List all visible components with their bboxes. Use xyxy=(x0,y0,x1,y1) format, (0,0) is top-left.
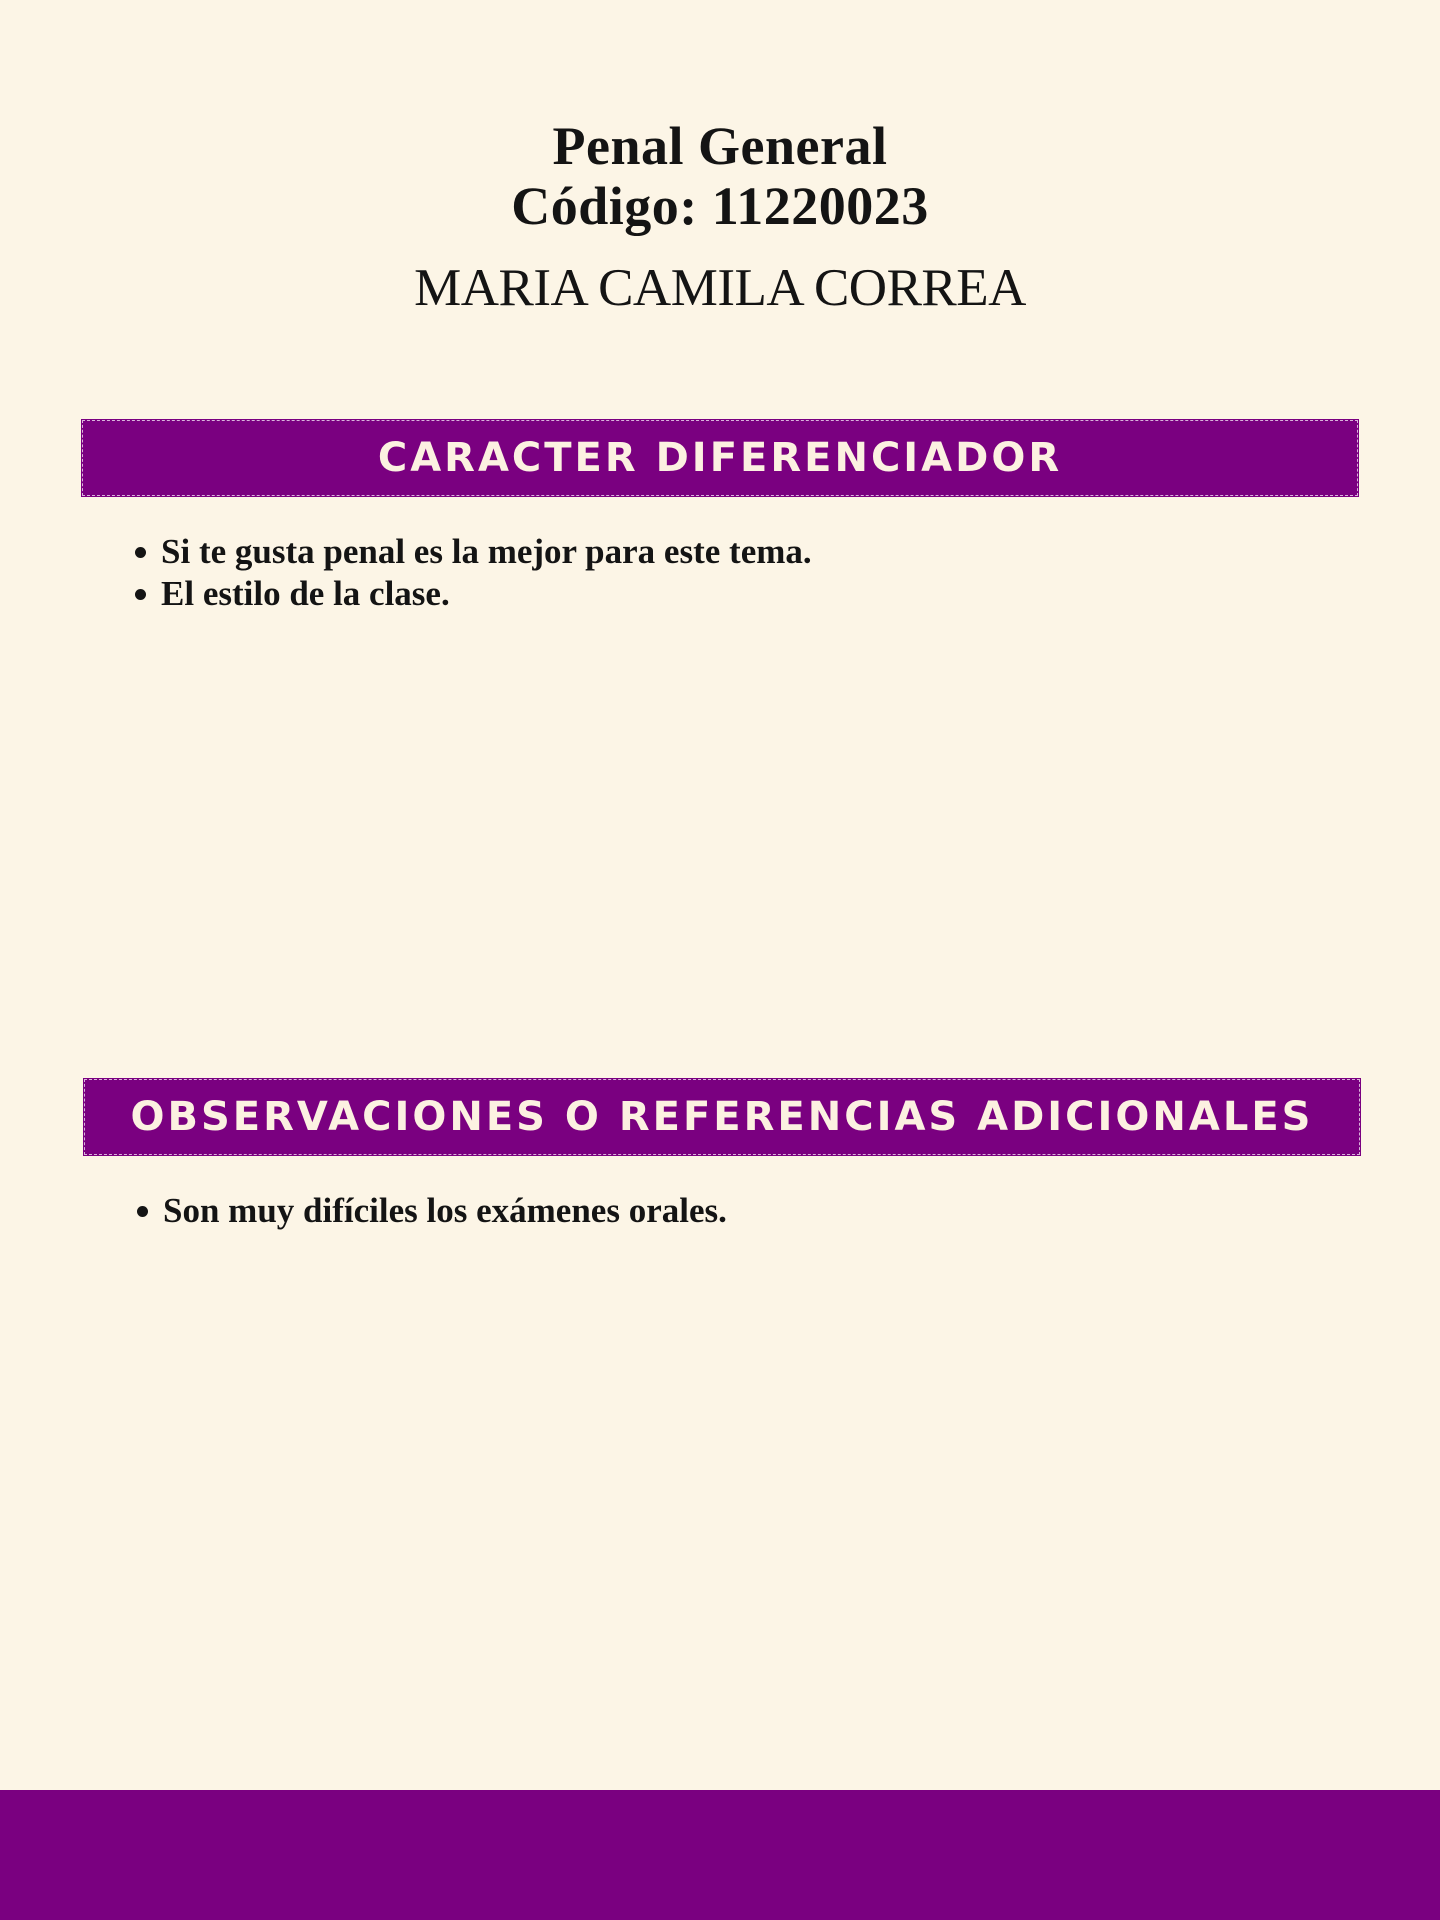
bullet-icon xyxy=(135,589,146,600)
list-item xyxy=(137,1190,727,1232)
section-banner-observaciones xyxy=(83,1078,1361,1156)
list-item-text: Son muy difíciles los exámenes orales. xyxy=(163,1191,727,1230)
bullet-icon xyxy=(137,1206,148,1217)
section-title: CARACTER DIFERENCIADOR xyxy=(377,435,1063,481)
footer-band xyxy=(0,1790,1440,1920)
list-item-text: El estilo de la clase. xyxy=(161,574,450,613)
course-code: Código: 11220023 xyxy=(511,176,929,236)
caracter-diferenciador-list xyxy=(135,531,812,615)
list-item xyxy=(135,573,812,615)
course-title: Penal General xyxy=(552,116,888,176)
bullet-icon xyxy=(135,547,146,558)
list-item xyxy=(135,531,812,573)
observaciones-list xyxy=(137,1190,727,1232)
section-banner-caracter-diferenciador xyxy=(81,419,1359,497)
document-header xyxy=(0,116,1440,318)
section-title: OBSERVACIONES O REFERENCIAS ADICIONALES xyxy=(130,1094,1314,1140)
list-item-text: Si te gusta penal es la mejor para este tema. xyxy=(161,532,812,571)
professor-name: MARIA CAMILA CORREA xyxy=(414,259,1026,317)
